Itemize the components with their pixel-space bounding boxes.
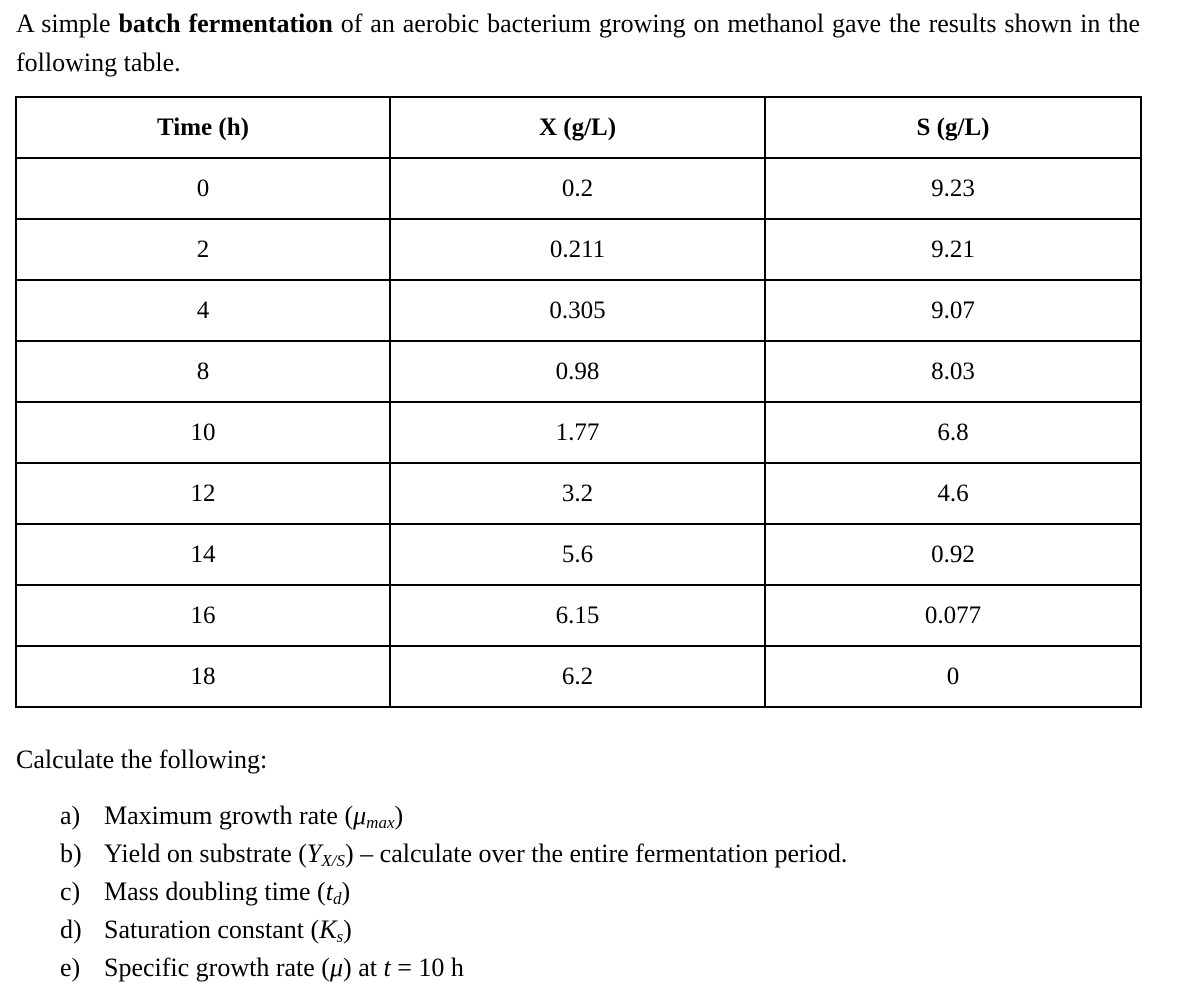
cell-biomass: 0.211 [390, 219, 765, 280]
calculate-heading: Calculate the following: [16, 745, 268, 774]
task-text: Specific growth rate ( [104, 953, 330, 982]
cell-substrate: 0.92 [765, 524, 1141, 585]
task-marker: c) [60, 877, 81, 906]
table-row [16, 219, 1141, 280]
intro-paragraph [16, 4, 1140, 82]
task-subscript: max [366, 813, 395, 832]
task-list [60, 797, 847, 987]
task-item-yield [60, 835, 847, 873]
cell-time: 12 [16, 463, 390, 524]
cell-biomass: 0.305 [390, 280, 765, 341]
cell-time: 0 [16, 158, 390, 219]
table-header-row [16, 97, 1141, 158]
task-marker: d) [60, 915, 82, 944]
cell-biomass: 1.77 [390, 402, 765, 463]
cell-time: 10 [16, 402, 390, 463]
task-text: Yield on substrate ( [104, 839, 307, 868]
task-text-middle: ) at [343, 953, 384, 982]
table-row [16, 463, 1141, 524]
header-substrate: S (g/L) [765, 97, 1141, 158]
cell-time: 4 [16, 280, 390, 341]
cell-biomass: 0.2 [390, 158, 765, 219]
task-symbol: Y [306, 839, 322, 868]
cell-substrate: 9.23 [765, 158, 1141, 219]
task-text-end: ) – calculate over the entire fermentation period. [345, 839, 848, 868]
cell-time: 2 [16, 219, 390, 280]
task-subscript: s [336, 927, 344, 946]
header-time: Time (h) [16, 97, 390, 158]
task-subscript: d [332, 889, 342, 908]
task-text: Maximum growth rate ( [104, 801, 354, 830]
task-text-end: ) [341, 877, 351, 906]
intro-text-start: A simple [16, 9, 119, 38]
cell-substrate: 6.8 [765, 402, 1141, 463]
task-text: Mass doubling time ( [104, 877, 326, 906]
cell-biomass: 6.15 [390, 585, 765, 646]
table-row [16, 524, 1141, 585]
cell-substrate: 4.6 [765, 463, 1141, 524]
task-subscript: X/S [321, 851, 345, 870]
task-text-end: ) [343, 915, 352, 944]
cell-time: 16 [16, 585, 390, 646]
cell-biomass: 0.98 [390, 341, 765, 402]
task-marker: e) [60, 953, 81, 982]
table-row [16, 341, 1141, 402]
task-text-end: ) [394, 801, 404, 830]
header-biomass: X (g/L) [390, 97, 765, 158]
task-text: Saturation constant ( [104, 915, 320, 944]
task-text-end: = 10 h [390, 953, 464, 982]
cell-biomass: 5.6 [390, 524, 765, 585]
table-row [16, 280, 1141, 341]
task-symbol: μ [353, 801, 367, 830]
task-item-max-growth-rate [60, 797, 847, 835]
cell-substrate: 9.21 [765, 219, 1141, 280]
cell-substrate: 0.077 [765, 585, 1141, 646]
intro-bold-term: batch fermentation [118, 9, 333, 38]
intro-text-end: of an aerobic bacterium growing on methanol gave the results shown in the following table. [16, 9, 1141, 77]
task-marker: a) [60, 801, 81, 830]
cell-time: 18 [16, 646, 390, 707]
table-row [16, 158, 1141, 219]
cell-biomass: 6.2 [390, 646, 765, 707]
task-symbol-time: t [383, 953, 391, 982]
task-item-specific-growth-rate [60, 949, 847, 987]
task-symbol: μ [329, 953, 344, 982]
task-symbol: K [319, 915, 337, 944]
cell-substrate: 0 [765, 646, 1141, 707]
task-item-doubling-time [60, 873, 847, 911]
cell-substrate: 8.03 [765, 341, 1141, 402]
cell-time: 14 [16, 524, 390, 585]
cell-substrate: 9.07 [765, 280, 1141, 341]
task-symbol: t [325, 877, 333, 906]
task-item-saturation-constant [60, 911, 847, 949]
table-row [16, 646, 1141, 707]
cell-biomass: 3.2 [390, 463, 765, 524]
fermentation-data-table [15, 96, 1142, 708]
table-row [16, 402, 1141, 463]
table-row [16, 585, 1141, 646]
task-marker: b) [60, 839, 82, 868]
cell-time: 8 [16, 341, 390, 402]
